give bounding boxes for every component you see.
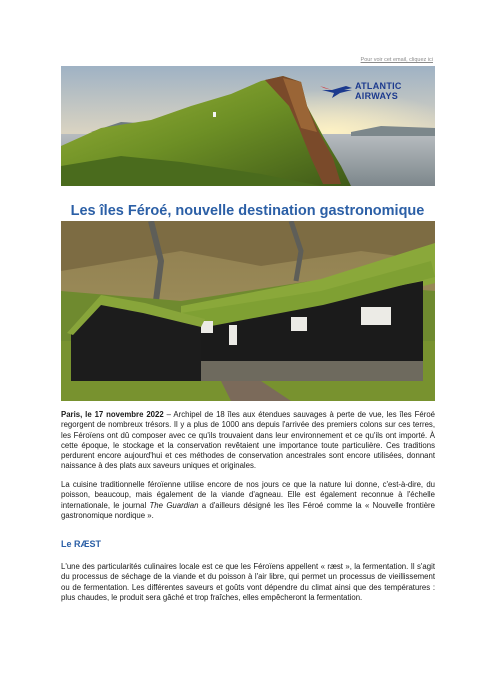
raest-paragraph: L'une des particularités culinaires locale est ce que les Féroïens appellent « ræst », la fermentation. Il s'agit du processus de séchage de la viande et du poisson à l'air libre, qui permet un processus de vieillissement ou de fermentation. Les différentes saveurs et goûts vont dépendre du climat ainsi que des températures : plus chaudes, le produit sera gâché et trop fraîches, elles empêcheront la fermentation.	[61, 562, 435, 602]
airline-logo-text: ATLANTIC AIRWAYS	[355, 81, 402, 101]
turf-roof-houses-image	[61, 221, 435, 401]
article-photo	[61, 221, 435, 401]
view-in-browser-link[interactable]: Pour voir cet email, cliquez ici	[360, 57, 433, 63]
section-title-raest: Le RÆST	[61, 539, 102, 549]
dateline: Paris, le 17 novembre 2022	[61, 410, 164, 419]
bird-logo-icon	[318, 82, 354, 102]
cuisine-text-before: La cuisine traditionnelle féroïenne utilise encore de nos jours ce que la nature lui donne, c'est-à-dire, du poisson, beaucoup, mais également de la viande d'agneau. Elle est également reconnue à l'échelle internationale, le journal	[61, 480, 435, 510]
publication-name: The Guardian	[149, 500, 199, 510]
intro-text: – Archipel de 18 îles aux étendues sauvages à perte de vue, les îles Féroé regorgent de nombreux trésors. Il y a plus de 1000 ans depuis l'arrivée des premiers colons sur ces terres, les Féroïens ont dû composer avec ce qu'ils trouvaient dans leur environnement et ce qu'ils ont importé. À cette époque, le stockage et la conservation revêtaient une importance toute particulière. Ces traditions perdurent encore aujourd'hui et ces méthodes de conservation ancestrales sont encore utilisées, donnant naissance à des plats aux saveurs uniques et originales.	[61, 410, 435, 471]
cuisine-text-after: a d'ailleurs désigné les îles Féroé comme la « Nouvelle frontière gastronomique nordique ».	[61, 500, 435, 520]
cuisine-paragraph	[61, 480, 435, 521]
article-title: Les îles Féroé, nouvelle destination gastronomique	[70, 203, 425, 219]
intro-paragraph	[61, 410, 435, 472]
